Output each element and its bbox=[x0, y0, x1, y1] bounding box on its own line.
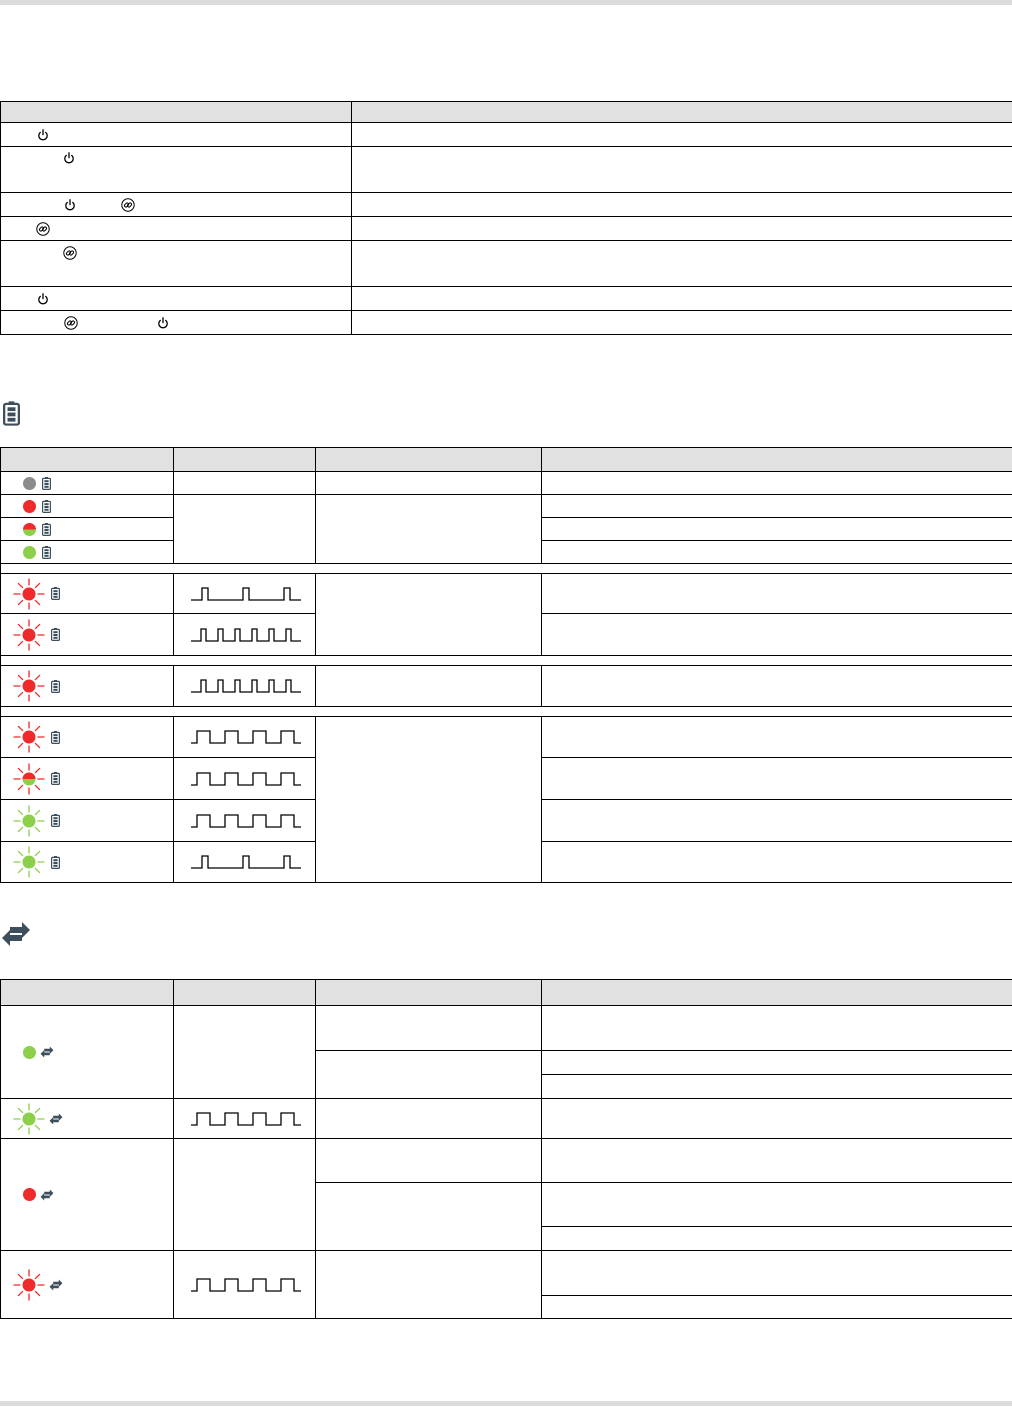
pattern-cell bbox=[174, 800, 316, 842]
button-combination-table bbox=[0, 101, 1012, 335]
led-cell bbox=[1, 800, 174, 842]
state-cell bbox=[316, 495, 542, 564]
blink-pattern-slow-icon bbox=[191, 854, 301, 870]
link-icon bbox=[36, 222, 50, 236]
battery-icon bbox=[42, 523, 51, 536]
led-cell bbox=[1, 842, 174, 883]
table-row bbox=[1, 495, 1012, 518]
state-cell bbox=[316, 1139, 542, 1183]
pattern-cell bbox=[174, 666, 316, 707]
button-cell bbox=[1, 311, 352, 335]
led-red-green-icon bbox=[23, 523, 36, 536]
description-cell bbox=[542, 541, 1012, 564]
battery-icon bbox=[51, 814, 60, 827]
battery-icon bbox=[42, 546, 51, 559]
blink-pattern-square-icon bbox=[191, 1111, 301, 1127]
blink-pattern-square-icon bbox=[191, 729, 301, 745]
header-cell bbox=[174, 980, 316, 1006]
header-cell bbox=[316, 980, 542, 1006]
led-green-icon bbox=[23, 1046, 36, 1059]
description-cell bbox=[542, 1296, 1012, 1319]
transfer-icon bbox=[40, 1046, 54, 1058]
battery-led-table bbox=[0, 447, 1012, 883]
blink-pattern-square-icon bbox=[191, 1277, 301, 1293]
table-row bbox=[1, 287, 1012, 311]
state-cell bbox=[316, 1183, 542, 1251]
state-cell bbox=[316, 666, 542, 707]
description-cell bbox=[542, 472, 1012, 495]
table-row bbox=[1, 717, 1012, 758]
power-icon bbox=[64, 199, 76, 211]
separator-cell bbox=[1, 564, 1012, 574]
link-icon bbox=[121, 198, 135, 212]
state-cell bbox=[316, 472, 542, 495]
led-cell bbox=[1, 1006, 174, 1099]
pattern-cell bbox=[174, 574, 316, 614]
transfer-icon bbox=[40, 1189, 54, 1201]
link-icon bbox=[64, 316, 78, 330]
blink-pattern-square-icon bbox=[191, 813, 301, 829]
table-row bbox=[1, 1139, 1012, 1183]
button-cell bbox=[1, 217, 352, 241]
description-cell bbox=[542, 1183, 1012, 1227]
separator-cell bbox=[1, 656, 1012, 666]
led-cell bbox=[1, 614, 174, 656]
table-header-row bbox=[1, 980, 1012, 1006]
description-cell bbox=[542, 1227, 1012, 1251]
battery-icon bbox=[42, 477, 51, 490]
description-cell bbox=[542, 1006, 1012, 1051]
led-cell bbox=[1, 541, 174, 564]
header-cell bbox=[1, 980, 174, 1006]
pattern-cell bbox=[174, 495, 316, 564]
led-cell bbox=[1, 717, 174, 758]
pattern-cell bbox=[174, 1251, 316, 1319]
blinking-led-red-icon bbox=[13, 1269, 45, 1301]
description-cell bbox=[352, 123, 1012, 147]
button-cell bbox=[1, 147, 352, 193]
led-cell bbox=[1, 472, 174, 495]
header-cell bbox=[542, 448, 1012, 472]
header-cell bbox=[1, 102, 352, 123]
header-cell bbox=[316, 448, 542, 472]
blink-pattern-fast-icon bbox=[191, 678, 301, 694]
blinking-led-red-green-icon bbox=[13, 763, 45, 795]
battery-icon bbox=[51, 856, 60, 869]
description-cell bbox=[542, 1051, 1012, 1075]
transfer-icon bbox=[49, 1279, 63, 1291]
battery-icon bbox=[51, 772, 60, 785]
blink-pattern-fast-icon bbox=[191, 627, 301, 643]
led-cell bbox=[1, 1251, 174, 1319]
description-cell bbox=[542, 842, 1012, 883]
led-cell bbox=[1, 518, 174, 541]
link-icon bbox=[63, 246, 77, 260]
page-bottom-bar bbox=[0, 1401, 1012, 1406]
description-cell bbox=[542, 1251, 1012, 1296]
description-cell bbox=[352, 287, 1012, 311]
pattern-cell bbox=[174, 1139, 316, 1251]
state-cell bbox=[316, 1006, 542, 1051]
header-cell bbox=[542, 980, 1012, 1006]
pattern-cell bbox=[174, 472, 316, 495]
pattern-cell bbox=[174, 1006, 316, 1099]
battery-icon bbox=[51, 731, 60, 744]
led-cell bbox=[1, 666, 174, 707]
led-cell bbox=[1, 758, 174, 800]
header-cell bbox=[174, 448, 316, 472]
description-cell bbox=[542, 717, 1012, 758]
description-cell bbox=[542, 614, 1012, 656]
description-cell bbox=[542, 666, 1012, 707]
state-cell bbox=[316, 574, 542, 656]
description-cell bbox=[352, 217, 1012, 241]
blink-pattern-square-icon bbox=[191, 771, 301, 787]
page-top-bar bbox=[0, 0, 1012, 5]
description-cell bbox=[542, 1075, 1012, 1099]
table-row bbox=[1, 666, 1012, 707]
table-separator-row bbox=[1, 564, 1012, 574]
led-cell bbox=[1, 495, 174, 518]
description-cell bbox=[542, 574, 1012, 614]
table-row bbox=[1, 217, 1012, 241]
description-cell bbox=[542, 758, 1012, 800]
table-separator-row bbox=[1, 656, 1012, 666]
transfer-icon bbox=[1, 921, 31, 947]
table-row bbox=[1, 241, 1012, 287]
pattern-cell bbox=[174, 758, 316, 800]
battery-icon bbox=[51, 680, 60, 693]
battery-icon bbox=[51, 587, 60, 600]
table-row bbox=[1, 574, 1012, 614]
blinking-led-green-icon bbox=[13, 805, 45, 837]
table-row bbox=[1, 1251, 1012, 1296]
blinking-led-green-icon bbox=[13, 1103, 45, 1135]
blink-pattern-slow-icon bbox=[191, 586, 301, 602]
description-cell bbox=[542, 495, 1012, 518]
button-cell bbox=[1, 287, 352, 311]
description-cell bbox=[352, 147, 1012, 193]
transfer-led-table bbox=[0, 979, 1012, 1319]
state-cell bbox=[316, 717, 542, 883]
power-icon bbox=[63, 152, 75, 164]
led-cell bbox=[1, 574, 174, 614]
table-row bbox=[1, 193, 1012, 217]
led-cell bbox=[1, 1139, 174, 1251]
pattern-cell bbox=[174, 842, 316, 883]
table-row bbox=[1, 147, 1012, 193]
power-icon bbox=[37, 293, 49, 305]
table-row bbox=[1, 1099, 1012, 1139]
led-grey-icon bbox=[23, 477, 36, 490]
header-cell bbox=[1, 448, 174, 472]
table-row bbox=[1, 472, 1012, 495]
button-cell bbox=[1, 123, 352, 147]
separator-cell bbox=[1, 707, 1012, 717]
blinking-led-red-icon bbox=[13, 670, 45, 702]
blinking-led-red-icon bbox=[13, 721, 45, 753]
blinking-led-red-icon bbox=[13, 619, 45, 651]
pattern-cell bbox=[174, 717, 316, 758]
led-cell bbox=[1, 1099, 174, 1139]
blinking-led-red-icon bbox=[13, 578, 45, 610]
table-header-row bbox=[1, 448, 1012, 472]
header-cell bbox=[352, 102, 1012, 123]
power-icon bbox=[157, 317, 169, 329]
table-separator-row bbox=[1, 707, 1012, 717]
led-red-icon bbox=[23, 500, 36, 513]
description-cell bbox=[352, 311, 1012, 335]
battery-icon bbox=[3, 400, 20, 427]
description-cell bbox=[542, 518, 1012, 541]
battery-icon bbox=[42, 500, 51, 513]
description-cell bbox=[542, 1139, 1012, 1183]
power-icon bbox=[37, 129, 49, 141]
button-cell bbox=[1, 241, 352, 287]
blinking-led-green-icon bbox=[13, 846, 45, 878]
led-red-icon bbox=[23, 1188, 36, 1201]
table-row bbox=[1, 311, 1012, 335]
description-cell bbox=[352, 241, 1012, 287]
pattern-cell bbox=[174, 1099, 316, 1139]
state-cell bbox=[316, 1099, 542, 1139]
battery-icon bbox=[51, 628, 60, 641]
state-cell bbox=[316, 1051, 542, 1099]
led-green-icon bbox=[23, 546, 36, 559]
transfer-icon bbox=[49, 1113, 63, 1125]
table-header-row bbox=[1, 102, 1012, 123]
state-cell bbox=[316, 1251, 542, 1319]
description-cell bbox=[352, 193, 1012, 217]
table-row bbox=[1, 1006, 1012, 1051]
pattern-cell bbox=[174, 614, 316, 656]
table-row bbox=[1, 123, 1012, 147]
description-cell bbox=[542, 1099, 1012, 1139]
description-cell bbox=[542, 800, 1012, 842]
button-cell bbox=[1, 193, 352, 217]
